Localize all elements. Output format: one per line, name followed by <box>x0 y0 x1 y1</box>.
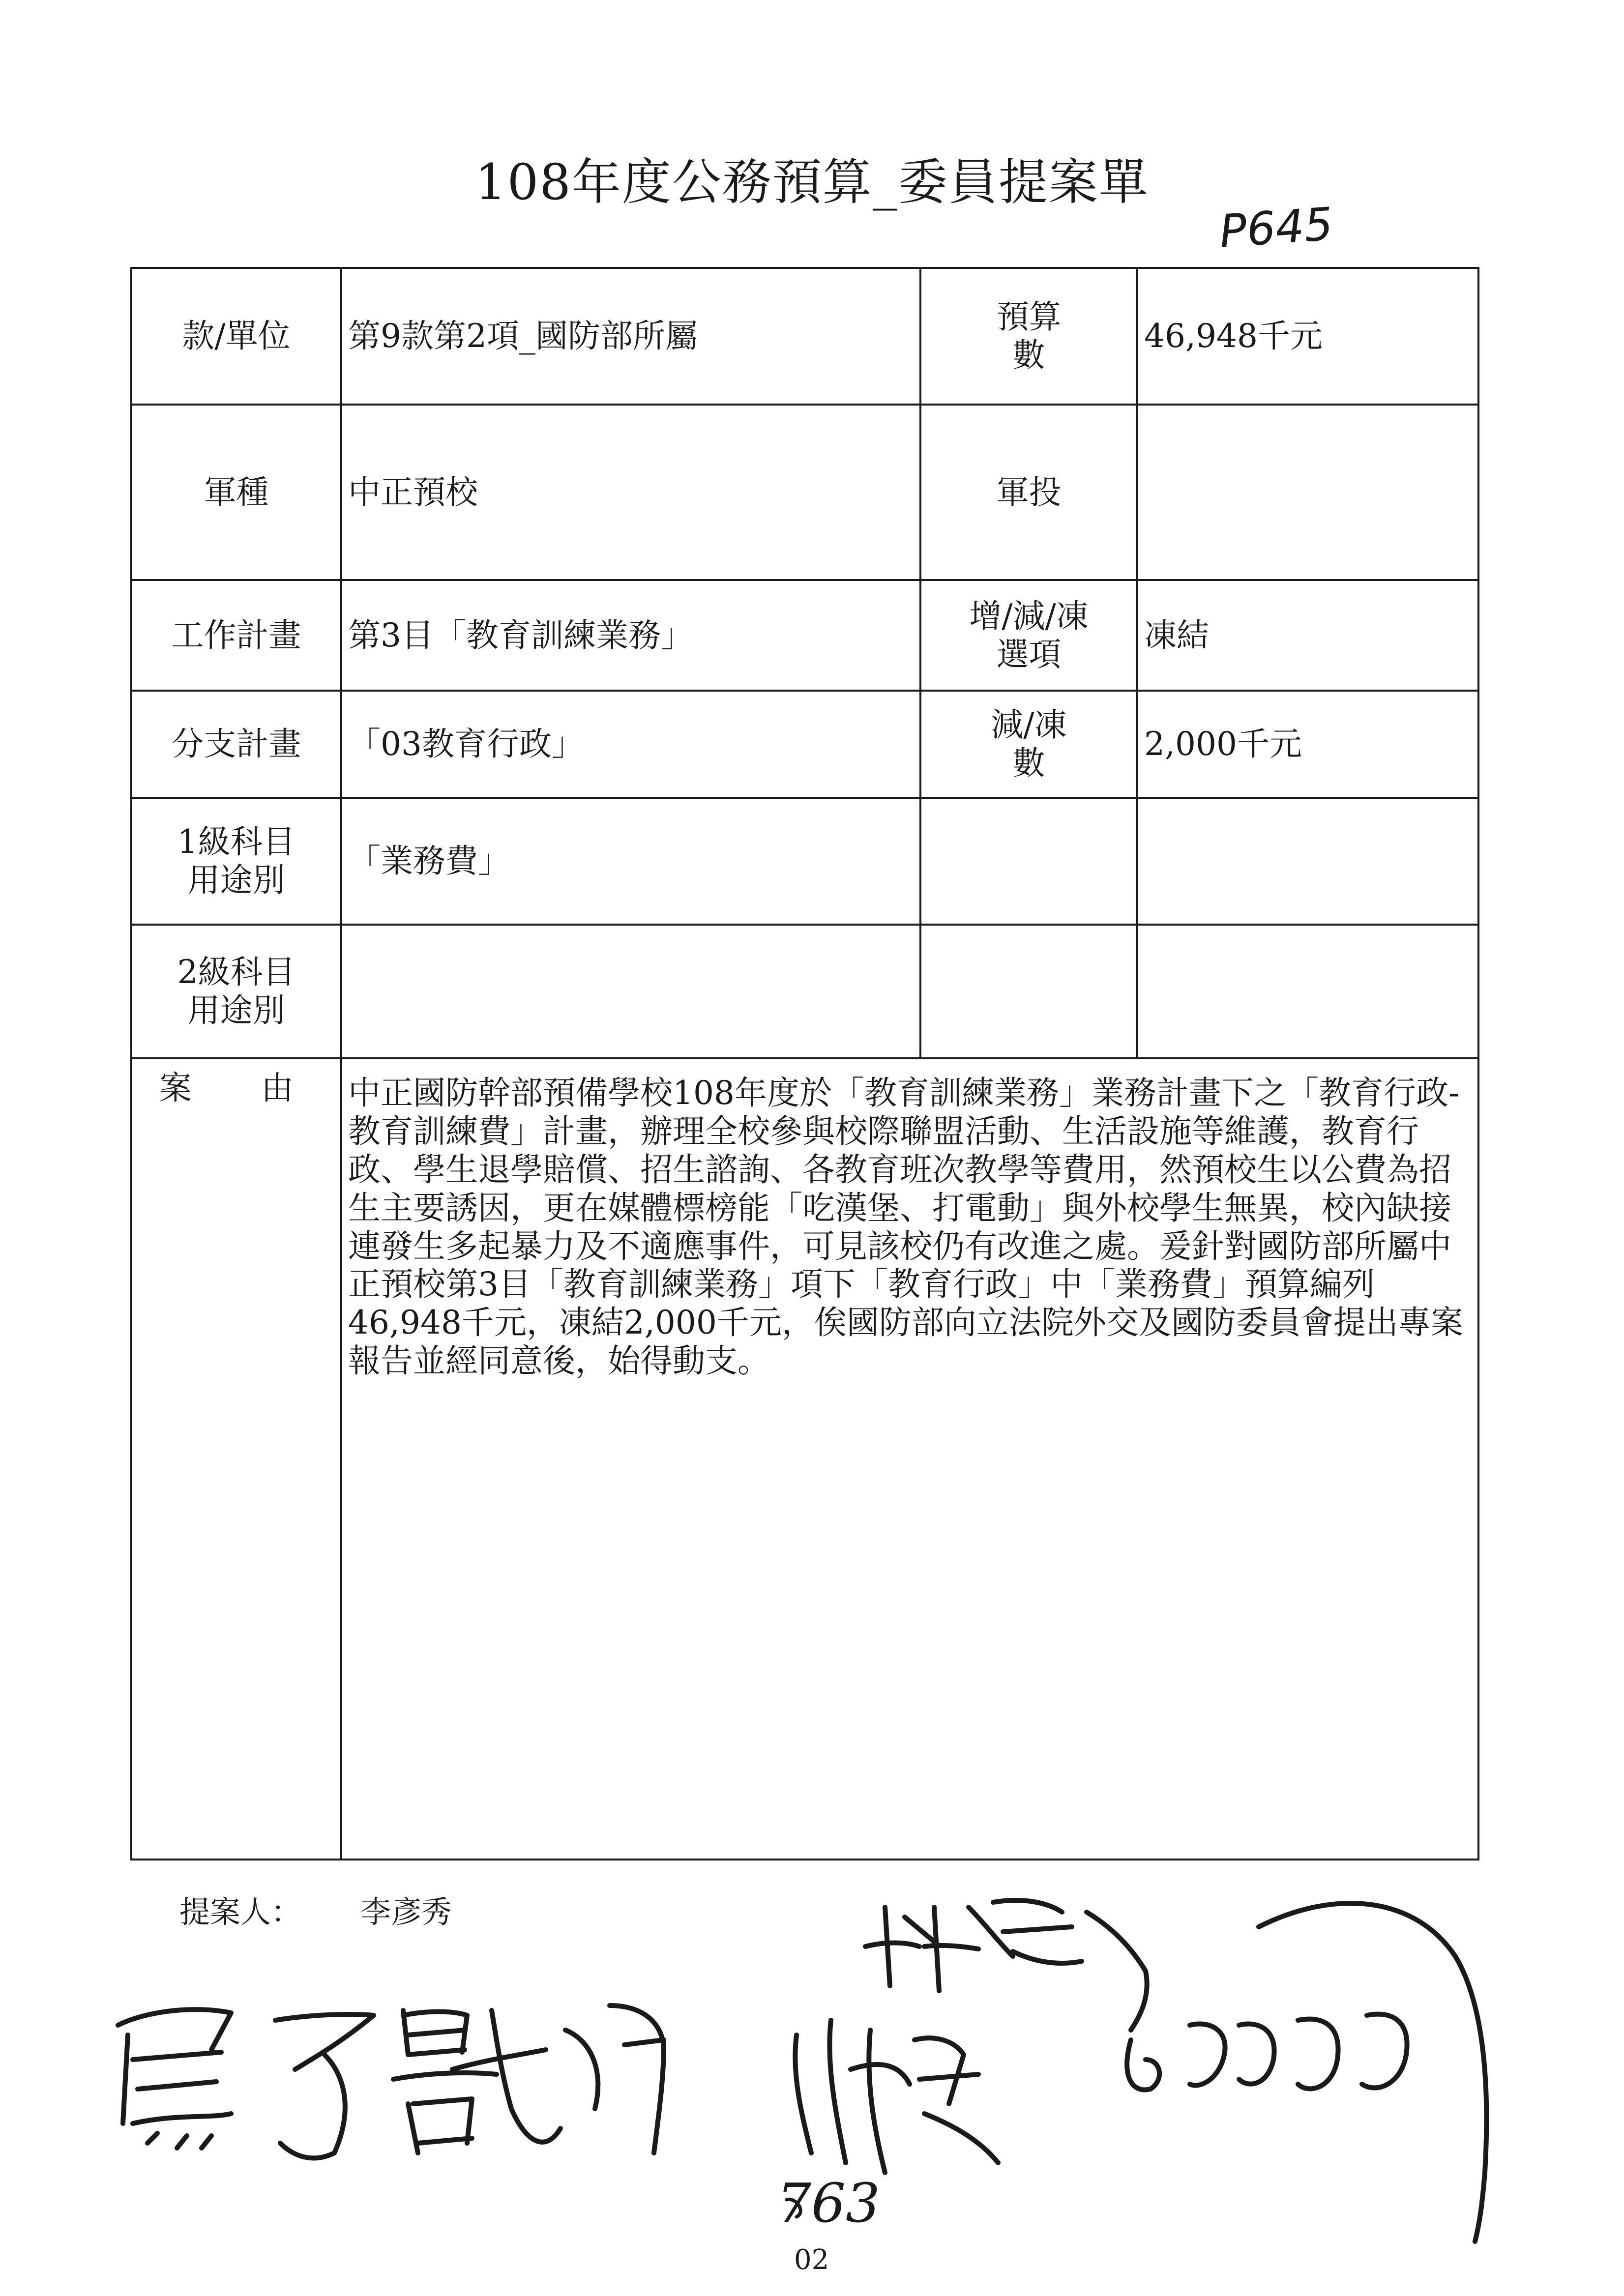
signature-5 <box>1127 1903 1486 2241</box>
budget-label-line1: 預算 <box>996 298 1062 336</box>
level1-label-line1: 1級科目 <box>177 823 295 861</box>
sub-plan-value: 「03教育行政」 <box>341 691 920 798</box>
level1-label-line2: 用途別 <box>187 861 285 899</box>
handwritten-number: 763 <box>777 2172 880 2235</box>
option-label-line2: 選項 <box>996 635 1062 673</box>
level1-value: 「業務費」 <box>341 798 920 925</box>
military-invest-label: 軍投 <box>920 405 1137 580</box>
amount-label-line2: 數 <box>1012 744 1045 782</box>
unit-value: 第9款第2項_國防部所屬 <box>341 268 920 405</box>
reason-label-char1: 案 <box>159 1069 192 1107</box>
page-number: 02 <box>794 2244 829 2276</box>
signature-1 <box>118 2009 497 2158</box>
amount-value: 2,000千元 <box>1137 691 1478 798</box>
option-value: 凍結 <box>1137 580 1478 691</box>
work-plan-value: 第3目「教育訓練業務」 <box>341 580 920 691</box>
proposer-label: 提案人： <box>179 1894 302 1930</box>
signature-4 <box>865 1900 1147 2030</box>
work-plan-label: 工作計畫 <box>131 580 341 691</box>
option-label-line1: 增/減/凍 <box>969 597 1089 635</box>
proposer-name: 李彥秀 <box>360 1894 452 1930</box>
branch-label: 軍種 <box>131 405 341 580</box>
level2-label-line1: 2級科目 <box>177 953 295 991</box>
sub-plan-label: 分支計畫 <box>131 691 341 798</box>
amount-label-line1: 減/凍 <box>991 706 1067 744</box>
reason-text: 中正國防幹部預備學校108年度於「教育訓練業務」業務計畫下之「教育行政-教育訓練費」計畫，辦理全校參與校際聯盟活動、生活設施等維護，教育行政、學生退學賠償、招生諮詢、各教育班次教學等費用，然預校生以公費為招生主要誘因，更在媒體標榜能「吃漢堡、打電動」與外校學生無異，校內缺接連發生多起暴力及不適應事件，可見該校仍有改進之處。爰針對國防部所屬中正預校第3目「教育訓練業務」項下「教育行政」中「業務費」預算編列46,948千元，凍結2,000千元，俟國防部向立法院外交及國防委員會提出專案報告並經同意後，始得動支。 <box>341 1058 1478 1860</box>
signature-3 <box>795 2020 998 2173</box>
level2-label-line2: 用途別 <box>187 991 285 1029</box>
unit-label: 款/單位 <box>131 268 341 405</box>
budget-value: 46,948千元 <box>1137 268 1478 405</box>
branch-value: 中正預校 <box>341 405 920 580</box>
reason-label-char2: 由 <box>261 1069 294 1107</box>
handwritten-page-mark: P645 <box>1217 198 1335 258</box>
budget-label-line2: 數 <box>1012 336 1045 374</box>
signature-2 <box>452 2005 664 2153</box>
document-title: 108年度公務預算_委員提案單 <box>475 153 1149 211</box>
